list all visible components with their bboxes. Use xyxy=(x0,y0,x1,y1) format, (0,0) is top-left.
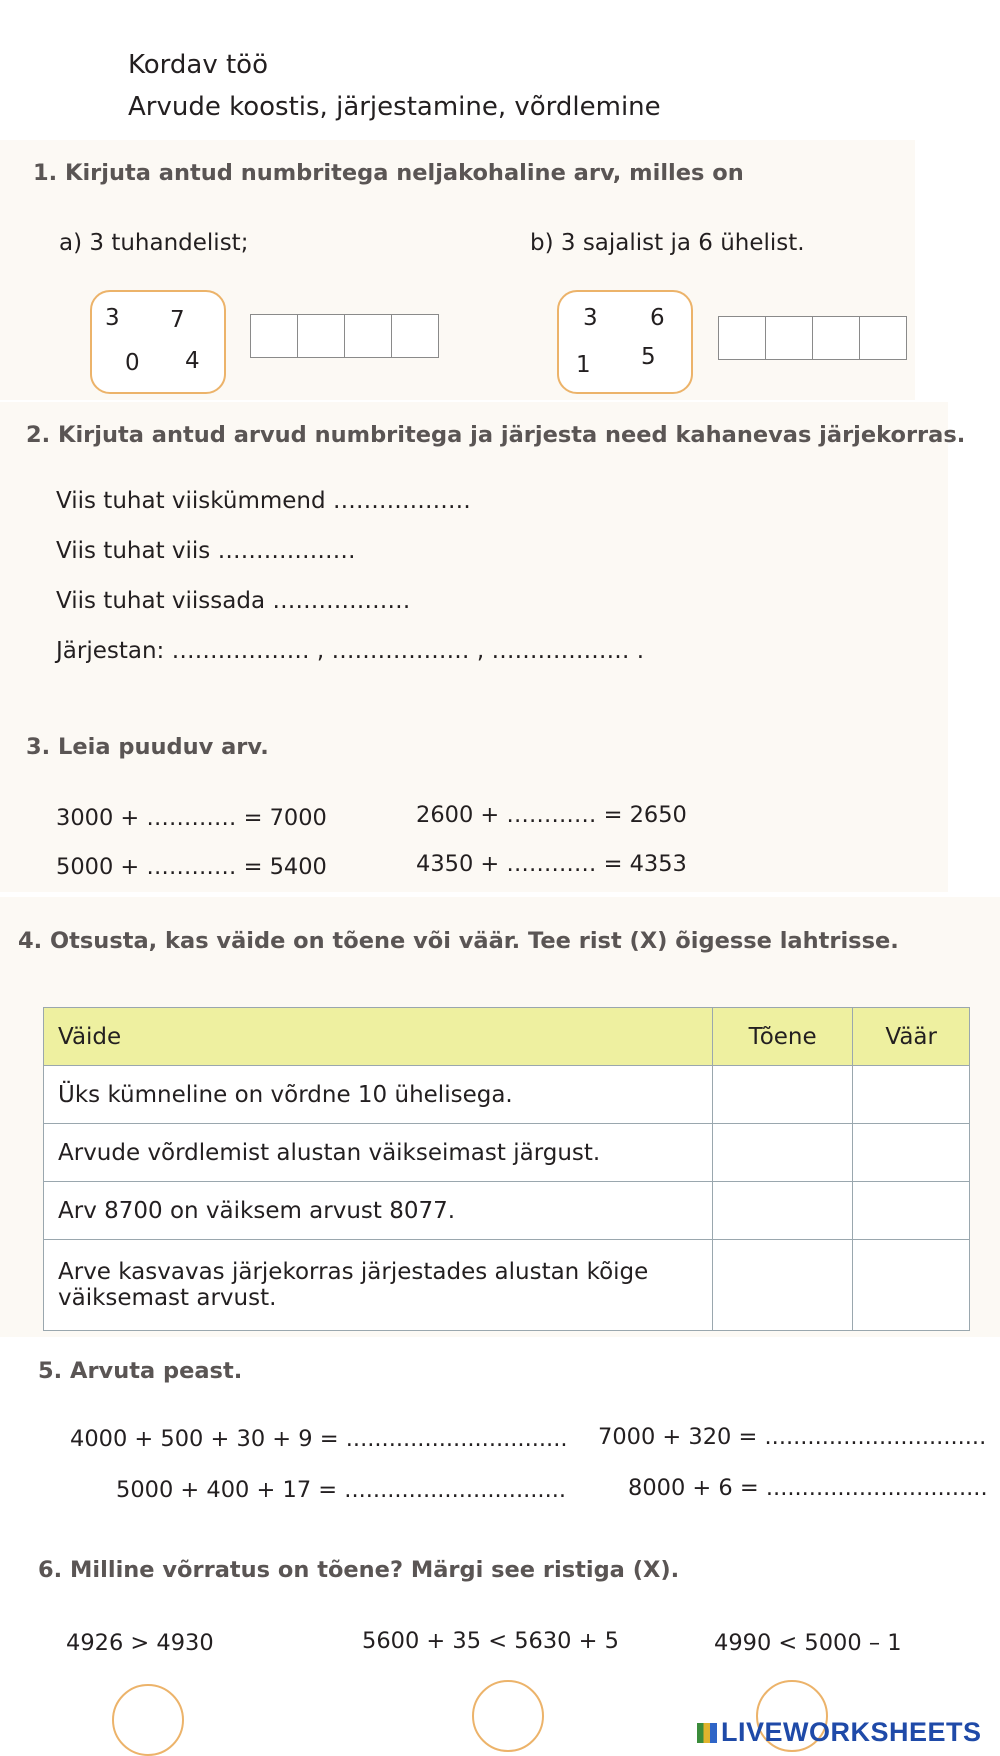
true-cell[interactable] xyxy=(713,1066,853,1124)
answer-cell[interactable] xyxy=(392,315,438,357)
q5-equation: 7000 + 320 = ............................... xyxy=(598,1424,987,1450)
question-2-title: 2. Kirjuta antud arvud numbritega ja järjesta need kahanevas järjekorras. xyxy=(26,422,966,448)
q1-a-digit-box xyxy=(90,290,226,394)
q5-equation: 4000 + 500 + 30 + 9 = ............................... xyxy=(70,1426,568,1452)
page-title: Kordav töö xyxy=(128,50,268,80)
answer-cell[interactable] xyxy=(345,315,392,357)
false-cell[interactable] xyxy=(853,1066,970,1124)
answer-cell[interactable] xyxy=(766,317,813,359)
true-cell[interactable] xyxy=(713,1182,853,1240)
answer-cell[interactable] xyxy=(298,315,345,357)
q1-b-answer-cells xyxy=(718,316,907,360)
answer-circle[interactable] xyxy=(472,1680,544,1752)
page-subtitle: Arvude koostis, järjestamine, võrdlemine xyxy=(128,92,661,122)
digit: 7 xyxy=(170,307,185,333)
q6-inequality: 4926 > 4930 xyxy=(66,1630,214,1656)
answer-cell[interactable] xyxy=(860,317,906,359)
false-cell[interactable] xyxy=(853,1182,970,1240)
q2-line: Viis tuhat viis ……………… xyxy=(56,538,356,564)
digit: 4 xyxy=(185,348,200,374)
true-cell[interactable] xyxy=(713,1124,853,1182)
false-cell[interactable] xyxy=(853,1124,970,1182)
answer-cell[interactable] xyxy=(813,317,860,359)
answer-cell[interactable] xyxy=(251,315,298,357)
digit: 3 xyxy=(583,305,598,331)
question-3-title: 3. Leia puuduv arv. xyxy=(26,734,269,760)
statement-cell: Üks kümneline on võrdne 10 ühelisega. xyxy=(44,1066,713,1124)
q5-equation: 8000 + 6 = ............................... xyxy=(628,1475,988,1501)
q3-equation: 4350 + ………… = 4353 xyxy=(416,851,687,877)
question-6-title: 6. Milline võrratus on tõene? Märgi see ristiga (X). xyxy=(38,1557,680,1583)
true-false-table xyxy=(43,1007,970,1331)
answer-cell[interactable] xyxy=(719,317,766,359)
q5-equation: 5000 + 400 + 17 = ............................... xyxy=(116,1477,567,1503)
q2-line: Viis tuhat viiskümmend ……………… xyxy=(56,488,471,514)
question-5-title: 5. Arvuta peast. xyxy=(38,1358,243,1384)
question-1-title: 1. Kirjuta antud numbritega neljakohaline arv, milles on xyxy=(33,160,744,186)
col-header-false: Väär xyxy=(853,1008,970,1066)
q3-equation: 3000 + ………… = 7000 xyxy=(56,805,327,831)
q3-equation: 2600 + ………… = 2650 xyxy=(416,802,687,828)
logo-icon xyxy=(697,1723,717,1743)
q6-inequality: 4990 < 5000 – 1 xyxy=(714,1630,902,1656)
q1-a-label: a) 3 tuhandelist; xyxy=(59,230,249,256)
digit: 1 xyxy=(576,352,591,378)
digit: 6 xyxy=(650,305,665,331)
col-header-statement: Väide xyxy=(44,1008,713,1066)
false-cell[interactable] xyxy=(853,1240,970,1331)
q1-a-answer-cells xyxy=(250,314,439,358)
q2-order-line: Järjestan: ……………… , ……………… , ……………… . xyxy=(56,638,645,664)
statement-cell: Arve kasvavas järjekorras järjestades alustan kõige väiksemast arvust. xyxy=(44,1240,713,1331)
statement-cell: Arv 8700 on väiksem arvust 8077. xyxy=(44,1182,713,1240)
q1-b-label: b) 3 sajalist ja 6 ühelist. xyxy=(530,230,805,256)
question-4-title: 4. Otsusta, kas väide on tõene või väär. Tee rist (X) õigesse lahtrisse. xyxy=(18,928,899,954)
answer-circle[interactable] xyxy=(112,1684,184,1756)
liveworksheets-logo: LIVEWORKSHEETS xyxy=(697,1717,982,1748)
q2-line: Viis tuhat viissada ……………… xyxy=(56,588,411,614)
statement-cell: Arvude võrdlemist alustan väikseimast järgust. xyxy=(44,1124,713,1182)
true-cell[interactable] xyxy=(713,1240,853,1331)
digit: 0 xyxy=(125,350,140,376)
col-header-true: Tõene xyxy=(713,1008,853,1066)
digit: 5 xyxy=(641,344,656,370)
digit: 3 xyxy=(105,305,120,331)
q1-b-digit-box xyxy=(557,290,693,394)
q3-equation: 5000 + ………… = 5400 xyxy=(56,854,327,880)
q6-inequality: 5600 + 35 < 5630 + 5 xyxy=(362,1628,619,1654)
